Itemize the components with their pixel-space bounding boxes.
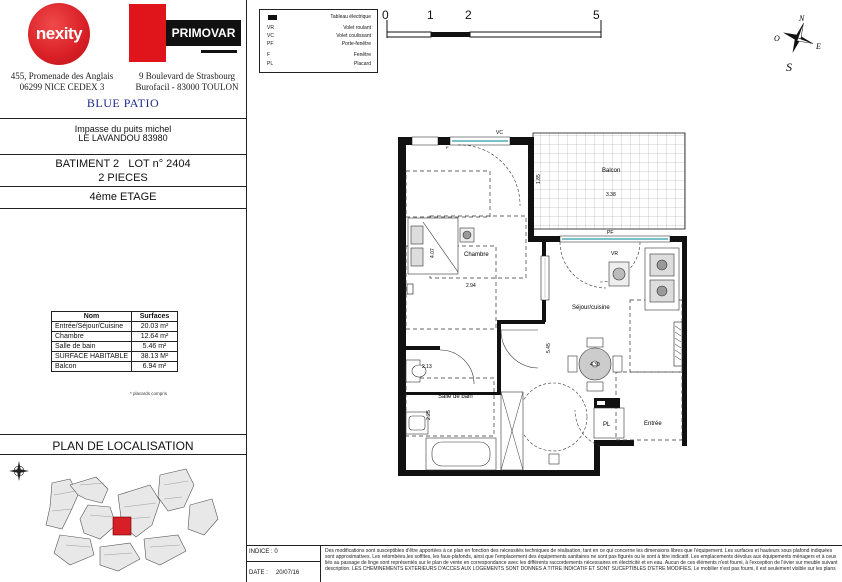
nexity-address [3,71,121,93]
legend-item [265,52,375,60]
divider [247,561,321,562]
mark-vr: VR [611,251,618,257]
address-line: 9 Boulevard de Strasbourg [138,71,236,81]
primovar-address [128,71,246,93]
scale-tick-label: 5 [593,8,600,22]
room-name: SURFACE HABITABLE [52,352,132,362]
dim-sejour-depth: 5.45 [546,343,552,353]
table-row [52,332,178,342]
room-surface: 12.64 m² [132,332,178,342]
compass-n-label: N [799,14,805,23]
legend-item [265,33,375,41]
unit-building-lot [0,158,246,170]
room-name: Salle de bain [52,342,132,352]
legend-code: VC [267,33,274,39]
wall-south [398,470,600,476]
legend-label: Placard [354,61,371,67]
placards-note: * placards compris [130,391,168,396]
dim-balcon-width: 3.38 [606,192,616,198]
legend-item [265,25,375,33]
table-row [52,322,178,332]
divider [0,434,246,435]
unit-type: 2 PIECES [98,172,148,184]
compass-o-label: O [774,34,780,43]
legend-label: Tableau électrique [330,14,371,20]
sofa [609,248,679,310]
surfaces-table [51,311,178,372]
date-row [249,570,307,576]
room-surface: 6.94 m² [132,362,178,372]
wall-sdb-east [497,320,501,394]
column-header: Surfaces [132,312,178,322]
dim-balcon-depth: 1.85 [536,174,542,184]
wall-sdb-north [406,346,440,350]
dim-chambre-depth: 4.07 [430,248,436,258]
location-street: Impasse du puits michel [74,124,172,134]
column-header: Nom [52,312,132,322]
wall-west [398,137,406,475]
location-map [0,455,246,582]
disclaimer-text: Des modifications sont susceptibles d'être apportées à ce plan en fonction des nécessités techniques de réalisation, tant en ce qui concerne les dimensions libres que l'équipement. Les surfaces et hauteurs sous plafond indiquées sont approximatives. Les retombées,les soffites, les faux-plafonds, ainsi que l'emplacement des équipements sanitaires ne sont pas figurés ou le sont à titre indicatif. Les emplacements dévolus aux équipements ménagers et à ceux liés au passage de linge sont représentés sur le plan de vente en correspondance avec les différents raccordements nécessaires en électricité et en eau. Aucun de ces éléments n'est fourni, à l'exception de l'évier sur meuble suivant description. LES CHEMINEMENTS EXTERIEURS D'ACCES AUX LOGEMENTS SONT DONNES A TITRE INDICATIF ET SONT SUCEPTIBLES D'ETRE MODIFIES. Le mobilier n'est pas fourni, il est seulement visible sur les plans [325,548,838,572]
unit-floor: 4ème ETAGE [89,191,157,203]
room-label-sejour: Séjour/cuisine [572,305,610,311]
floor-plan [249,95,709,495]
divider [0,154,246,155]
legend-label: Volet coulissant [336,33,371,39]
room-label-placard: PL [603,422,611,428]
legend-code: PF [267,41,274,47]
dim-sdb-width: 2.13 [422,364,432,370]
dim-table: 4.30 [590,362,600,368]
room-label-sdb: Salle de bain [438,394,473,400]
compass-s-label: S [786,60,792,74]
lot-highlight-marker [113,517,131,535]
table-row [52,362,178,372]
room-name: Balcon [52,362,132,372]
date-value: 20/07/16 [275,570,300,576]
bathtub [426,438,496,470]
legend-code: F [267,52,271,58]
wall-east [682,236,687,446]
compass-graphic [768,9,828,75]
legend-code: PL [267,61,274,67]
room-name: Entrée/Séjour/Cuisine [52,322,132,332]
map-compass-icon [9,461,29,481]
room-label-chambre: Chambre [464,252,489,258]
indice-row [249,549,278,555]
room-surface: 20.03 m² [132,322,178,332]
dim-chambre-width: 2.94 [466,283,476,289]
table-header-row [52,312,178,322]
primovar-red-block [129,4,166,62]
legend-item [265,14,375,22]
legend-box [259,9,378,73]
scale-tick-label: 2 [465,8,472,22]
room-surface: 5.46 m² [132,342,178,352]
address-line: 06299 NICE CEDEX 3 [19,82,105,92]
divider [0,186,246,187]
nexity-logo-text: nexity [35,24,83,43]
wall-chambre-south [497,320,545,324]
primovar-logo [129,4,241,62]
room-label-entree: Entrée [644,421,662,427]
wall-entrance [594,440,634,446]
mark-pf: PF [607,230,614,236]
compass-e-label: E [816,42,821,51]
lot-number: LOT n° 2404 [128,158,191,170]
primovar-underline [201,50,237,53]
electric-panel-detail [597,401,605,405]
electric-panel-icon [268,15,277,20]
info-panel [0,0,247,582]
project-name: BLUE PATIO [86,96,160,110]
mark-vc: VC [496,130,503,136]
room-label-balcon: Balcon [602,168,621,174]
legend-label: Porte-fenêtre [341,41,371,47]
legend-code: VR [267,25,274,31]
nexity-logo [28,3,90,65]
window-f [412,137,438,145]
washer-icon [549,454,559,464]
indice-value: 0 [274,549,278,555]
balcony-area [533,133,685,229]
building-footprints [46,469,218,571]
divider [0,208,246,209]
legend-item [265,61,375,69]
compass-rose-icon [768,9,828,75]
room-name: Chambre [52,332,132,342]
room-surface: 38.13 M² [132,352,178,362]
scale-bar-graphic [386,20,602,40]
primovar-logo-text: PRIMOVAR [166,20,241,46]
legend-label: Volet roulant [343,25,371,31]
localisation-title: PLAN DE LOCALISATION [52,439,194,453]
address-line: 455, Promenade des Anglais [10,71,114,81]
scale-tick-label: 0 [382,8,389,22]
divider [0,118,246,119]
scale-bar [382,8,604,40]
mark-f: F [446,145,449,150]
indice-label: INDICE : [249,549,273,555]
dim-sdb-depth: 2.25 [426,410,432,420]
legend-label: Fenêtre [353,52,371,58]
wall-balcony-west [528,137,534,242]
table-row-total [52,352,178,362]
revision-cell [247,546,321,582]
radiator [407,284,413,294]
address-line: Burofacil - 83000 TOULON [135,82,239,92]
legend-item [265,41,375,49]
building-number: BATIMENT 2 [55,158,120,170]
location-city: LE LAVANDOU 83980 [78,133,168,143]
date-label: DATE : [249,570,268,576]
footer-bar [247,545,842,582]
scale-tick-label: 1 [427,8,434,22]
table-row [52,342,178,352]
washbasin [406,412,428,434]
